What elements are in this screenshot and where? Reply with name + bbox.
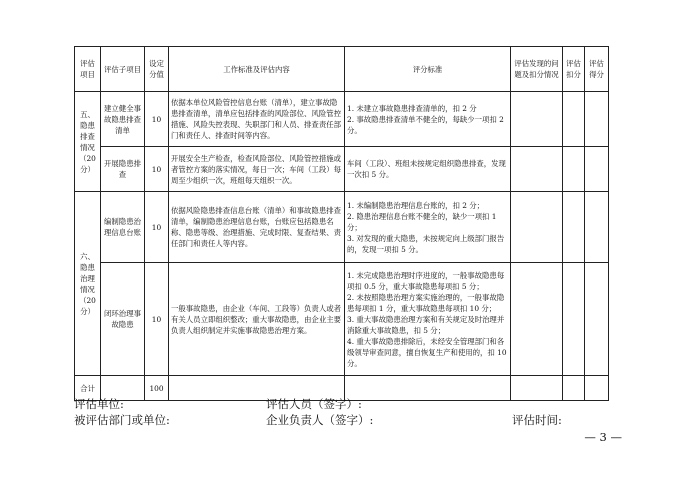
table-row	[75, 92, 609, 147]
subitem-cell: 闭环治理事故隐患	[101, 263, 145, 376]
footer-time: 评估时间:	[512, 413, 562, 427]
header-deduct: 评估扣分	[563, 47, 585, 92]
standard-cell: 依据本单位风险管控信息台账（清单），建立事故隐患排查清单，清单应包括排查的风险部位、风险管控措施、风险失控表现、失职部门和人员、排查责任部门和责任人、排查时间等内容。	[169, 92, 345, 147]
total-empty	[345, 376, 511, 401]
footer-assessed: 被评估部门或单位:	[74, 413, 170, 427]
criteria-cell: 车间（工段）、班组未按规定组织隐患排查，发现一次扣 5 分。	[345, 147, 511, 192]
subitem-cell: 编制隐患治理信息台账	[101, 192, 145, 263]
got-cell	[585, 92, 609, 147]
header-item: 评估项目	[75, 47, 101, 92]
score-cell: 10	[145, 147, 169, 192]
total-label: 合计	[75, 376, 101, 401]
header-problems: 评估发现的问题及扣分情况	[511, 47, 563, 92]
header-subitem: 评估子项目	[101, 47, 145, 92]
deduct-cell	[563, 192, 585, 263]
score-cell: 10	[145, 92, 169, 147]
problems-cell	[511, 263, 563, 376]
total-empty	[563, 376, 585, 401]
assessment-table	[74, 46, 609, 401]
table-row	[75, 147, 609, 192]
score-cell: 10	[145, 263, 169, 376]
subitem-cell: 开展隐患排查	[101, 147, 145, 192]
header-row	[75, 47, 609, 92]
standard-cell: 开展安全生产检查，检查风险部位、风险管控措施或者管控方案的落实情况，每日一次；车间（工段）每周至少组织一次，班组每天组织一次。	[169, 147, 345, 192]
footer-unit: 评估单位:	[74, 397, 124, 411]
score-cell: 10	[145, 192, 169, 263]
table-row	[75, 192, 609, 263]
standard-cell: 一般事故隐患，由企业（车间、工段等）负责人或者有关人员立即组织整改；重大事故隐患，由企业主要负责人组织制定并实施事故隐患治理方案。	[169, 263, 345, 376]
table-row	[75, 263, 609, 376]
problems-cell	[511, 192, 563, 263]
criteria-cell: 1. 未编制隐患治理信息台账的，扣 2 分； 2. 隐患治理信息台账不健全的，缺少一项扣 1 分； 3. 对发现的重大隐患，未按规定向上级部门报告的，发现一项扣 5 分。	[345, 192, 511, 263]
item-cell: 五、隐患排查情况（20分）	[75, 92, 101, 192]
deduct-cell	[563, 147, 585, 192]
deduct-cell	[563, 263, 585, 376]
footer-assessor: 评估人员（签字）:	[266, 397, 362, 411]
got-cell	[585, 147, 609, 192]
got-cell	[585, 263, 609, 376]
header-got: 评估得分	[585, 47, 609, 92]
item-cell: 六、隐患治理情况（20分）	[75, 192, 101, 376]
problems-cell	[511, 92, 563, 147]
got-cell	[585, 192, 609, 263]
header-score: 设定分值	[145, 47, 169, 92]
subitem-cell: 建立健全事故隐患排查清单	[101, 92, 145, 147]
header-standard: 工作标准及评估内容	[169, 47, 345, 92]
criteria-cell: 1. 未完成隐患治理时序进度的，一般事故隐患每项扣 0.5 分，重大事故隐患每项扣 5 分； 2. 未按照隐患治理方案实施治理的，一般事故隐患每项扣 1 分，重大事故隐患每项扣 10 分； 3. 重大事故隐患治理方案和有关规定及时治理并消除重大事故隐患，扣 5 分； 4. 重大事故隐患排除后，未经安全管理部门和各级领导审查同意，擅自恢复生产和使用的，扣 10 分。	[345, 263, 511, 376]
page-number: — 3 —	[584, 430, 622, 444]
total-empty	[585, 376, 609, 401]
standard-cell: 依据风险隐患排查信息台账（清单）和事故隐患排查清单，编制隐患治理信息台账，台账应包括隐患名称、隐患等级、治理措施、完成时限、复查结果、责任部门和责任人等内容。	[169, 192, 345, 263]
deduct-cell	[563, 92, 585, 147]
criteria-cell: 1. 未建立事故隐患排查清单的，扣 2 分 2. 事故隐患排查清单不健全的，每缺少一项扣 2 分。	[345, 92, 511, 147]
header-criteria: 评分标准	[345, 47, 511, 92]
footer-leader: 企业负责人（签字）:	[266, 413, 374, 427]
total-empty	[511, 376, 563, 401]
problems-cell	[511, 147, 563, 192]
total-score: 100	[145, 376, 169, 401]
